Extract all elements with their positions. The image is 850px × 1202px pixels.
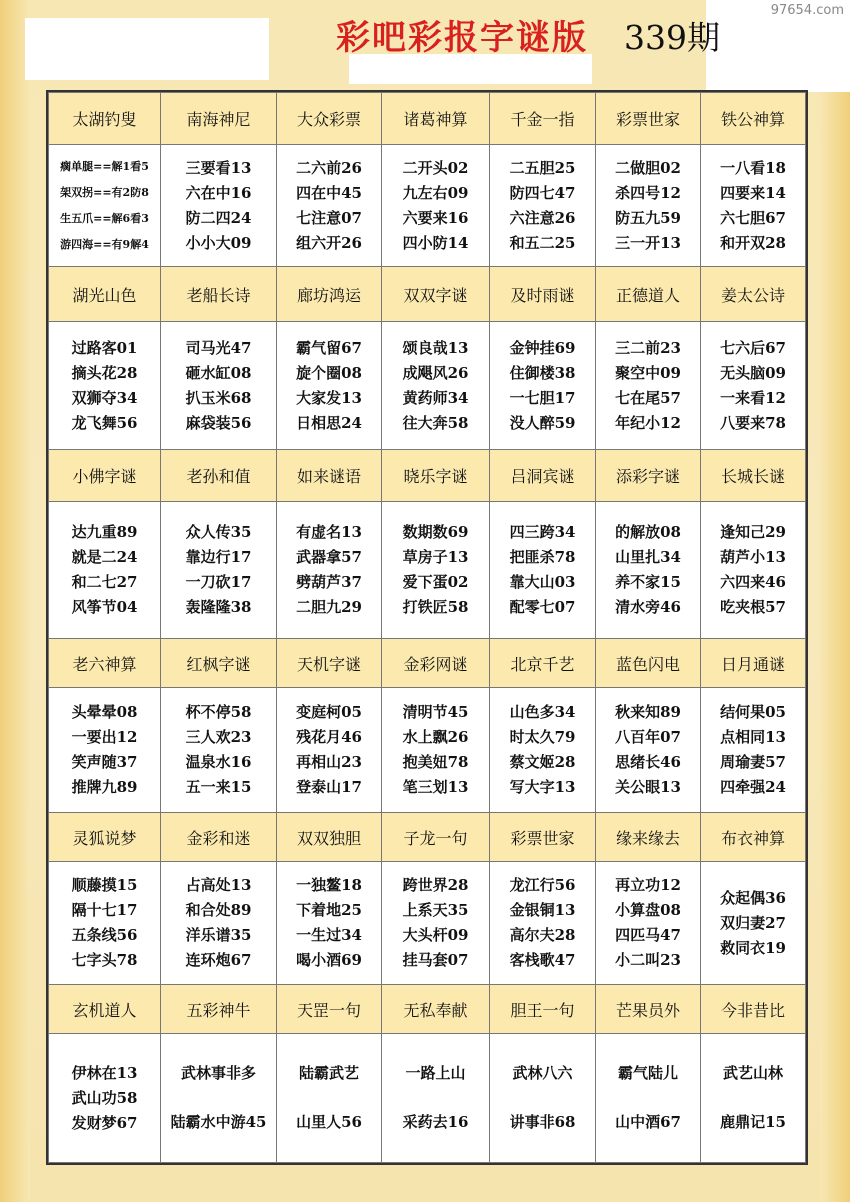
puzzle-line: 一独鳌18 (296, 876, 362, 895)
puzzle-cell (49, 862, 161, 985)
puzzle-line: 三一开13 (615, 233, 681, 252)
puzzle-line: 六七胆67 (720, 208, 786, 227)
puzzle-line: 旋个圈08 (296, 363, 362, 382)
puzzle-cell (382, 1034, 490, 1163)
column-header: 双双字谜 (382, 266, 490, 321)
content-row (49, 145, 806, 267)
puzzle-line: 山里人56 (296, 1113, 362, 1132)
column-header: 金彩和迷 (161, 812, 277, 861)
puzzle-line: 摘头花28 (71, 363, 138, 382)
puzzle-line: 山中酒67 (615, 1113, 681, 1132)
puzzle-line: 陆霸武艺 (298, 1064, 359, 1083)
puzzle-cell (490, 322, 596, 450)
puzzle-line: 瘸单腿==解1看5 (60, 159, 149, 173)
puzzle-line: 伊林在13 (71, 1063, 138, 1082)
puzzle-line: 打铁匠58 (402, 598, 469, 617)
issue-number: 339期 (624, 18, 720, 57)
column-header: 天罡一句 (277, 984, 382, 1033)
puzzle-line: 山里扎34 (615, 548, 681, 567)
puzzle-line: 双归妻27 (720, 913, 786, 932)
puzzle-line: 水上飘26 (402, 728, 469, 747)
puzzle-cell (596, 1034, 701, 1163)
puzzle-line: 靠边行17 (185, 548, 252, 567)
puzzle-line: 有虚名13 (296, 523, 362, 542)
puzzle-line: 五一来15 (185, 778, 252, 797)
column-header: 千金一指 (490, 93, 596, 145)
puzzle-line: 龙江行56 (509, 876, 576, 895)
puzzle-line: 八要来78 (720, 413, 786, 432)
spacer (382, 1086, 489, 1110)
puzzle-cell (277, 688, 382, 813)
puzzle-line: 四三跨34 (509, 523, 576, 542)
puzzle-cell (382, 688, 490, 813)
puzzle-line: 写大字13 (509, 778, 576, 797)
puzzle-line: 小算盘08 (615, 901, 681, 920)
puzzle-line: 年纪小12 (615, 413, 681, 432)
puzzle-board (46, 90, 808, 1165)
puzzle-cell (277, 145, 382, 267)
puzzle-line: 往大奔58 (402, 413, 469, 432)
puzzle-cell (161, 862, 277, 985)
puzzle-cell (49, 1034, 161, 1163)
puzzle-line: 登泰山17 (296, 778, 362, 797)
content-row (49, 688, 806, 813)
column-header: 大众彩票 (277, 93, 382, 145)
puzzle-line: 一刀砍17 (185, 573, 252, 592)
puzzle-line: 再立功12 (615, 876, 681, 895)
puzzle-line: 把匪杀78 (509, 548, 576, 567)
puzzle-line: 连环炮67 (185, 951, 252, 970)
puzzle-cell (596, 688, 701, 813)
puzzle-cell (161, 322, 277, 450)
puzzle-cell (49, 502, 161, 639)
content-row (49, 1034, 806, 1163)
puzzle-line: 武山功58 (71, 1088, 138, 1107)
puzzle-line: 三二前23 (615, 338, 681, 357)
puzzle-line: 司马光47 (185, 338, 252, 357)
puzzle-line: 没人醉59 (509, 413, 576, 432)
puzzle-line: 住御楼38 (509, 363, 576, 382)
puzzle-line: 游四海==有9解4 (60, 237, 149, 251)
puzzle-line: 的解放08 (615, 523, 681, 542)
puzzle-line: 养不家15 (615, 573, 681, 592)
puzzle-line: 陆霸水中游45 (170, 1113, 267, 1132)
puzzle-line: 就是二24 (71, 548, 138, 567)
puzzle-line: 达九重89 (71, 523, 138, 542)
puzzle-cell (701, 688, 806, 813)
puzzle-line: 二六前26 (296, 158, 362, 177)
puzzle-cell (490, 688, 596, 813)
puzzle-line: 架双拐==有2防8 (60, 185, 149, 199)
puzzle-line: 颂良哉13 (402, 338, 469, 357)
puzzle-cell (49, 322, 161, 450)
puzzle-line: 葫芦小13 (720, 548, 786, 567)
column-header: 子龙一句 (382, 812, 490, 861)
column-header: 及时雨谜 (490, 266, 596, 321)
puzzle-line: 扒玉米68 (185, 388, 252, 407)
puzzle-line: 发财梦67 (71, 1113, 138, 1132)
column-header: 正德道人 (596, 266, 701, 321)
puzzle-line: 武林事非多 (180, 1064, 256, 1083)
puzzle-line: 二开头02 (402, 158, 469, 177)
spacer (596, 1086, 700, 1110)
puzzle-line: 四匹马47 (615, 926, 681, 945)
header-row (49, 812, 806, 861)
puzzle-line: 六在中16 (185, 183, 252, 202)
column-header: 彩票世家 (596, 93, 701, 145)
column-header: 小佛字谜 (49, 449, 161, 501)
puzzle-line: 清水旁46 (615, 598, 681, 617)
puzzle-line: 二胆九29 (296, 598, 362, 617)
spacer (277, 1086, 381, 1110)
puzzle-line: 秋来知89 (615, 703, 681, 722)
puzzle-line: 六注意26 (509, 208, 576, 227)
puzzle-cell (701, 502, 806, 639)
puzzle-line: 占高处13 (185, 876, 252, 895)
column-header: 无私奉献 (382, 984, 490, 1033)
watermark: 97654.com (770, 3, 844, 18)
spacer (490, 1086, 595, 1110)
puzzle-line: 一来看12 (720, 388, 786, 407)
puzzle-line: 武艺山林 (722, 1064, 783, 1083)
puzzle-line: 一七胆17 (509, 388, 576, 407)
puzzle-cell (490, 145, 596, 267)
puzzle-line: 客栈歌47 (509, 951, 576, 970)
puzzle-cell (161, 145, 277, 267)
column-header: 蓝色闪电 (596, 639, 701, 688)
column-header: 金彩网谜 (382, 639, 490, 688)
header-row (49, 93, 806, 145)
puzzle-line: 小小大09 (185, 233, 252, 252)
puzzle-line: 一路上山 (405, 1064, 466, 1083)
puzzle-line: 七字头78 (71, 951, 138, 970)
puzzle-line: 七六后67 (720, 338, 786, 357)
puzzle-cell (490, 502, 596, 639)
blank-patch (25, 18, 269, 80)
puzzle-cell (49, 145, 161, 267)
puzzle-cell (277, 502, 382, 639)
column-header: 诸葛神算 (382, 93, 490, 145)
puzzle-cell (277, 1034, 382, 1163)
puzzle-line: 讲事非68 (509, 1113, 576, 1132)
puzzle-cell (596, 502, 701, 639)
puzzle-cell (490, 862, 596, 985)
puzzle-line: 九左右09 (402, 183, 469, 202)
puzzle-line: 思绪长46 (615, 753, 681, 772)
column-header: 灵狐说梦 (49, 812, 161, 861)
column-header: 姜太公诗 (701, 266, 806, 321)
puzzle-line: 众人传35 (185, 523, 252, 542)
puzzle-line: 生五爪==解6看3 (60, 211, 149, 225)
puzzle-line: 武林八六 (512, 1064, 573, 1083)
puzzle-line: 关公眼13 (615, 778, 681, 797)
puzzle-line: 一要出12 (71, 728, 138, 747)
puzzle-line: 七注意07 (296, 208, 362, 227)
puzzle-line: 采药去16 (402, 1113, 469, 1132)
column-header: 天机字谜 (277, 639, 382, 688)
puzzle-line: 时太久79 (509, 728, 576, 747)
puzzle-line: 六要来16 (402, 208, 469, 227)
column-header: 五彩神牛 (161, 984, 277, 1033)
puzzle-line: 防四七47 (509, 183, 576, 202)
page-title: 彩吧彩报字谜版 (336, 18, 588, 58)
puzzle-line: 上系天35 (402, 901, 469, 920)
puzzle-line: 爱下蛋02 (402, 573, 469, 592)
puzzle-line: 三要看13 (185, 158, 252, 177)
puzzle-line: 二五胆25 (509, 158, 576, 177)
puzzle-line: 高尔夫28 (509, 926, 576, 945)
background-gradient-right (820, 0, 850, 1202)
puzzle-cell (382, 145, 490, 267)
puzzle-line: 大头杆09 (402, 926, 469, 945)
puzzle-line: 配零七07 (509, 598, 576, 617)
puzzle-cell (701, 145, 806, 267)
puzzle-line: 数期数69 (402, 523, 469, 542)
puzzle-line: 麻袋装56 (185, 413, 252, 432)
puzzle-line: 周瑜妻57 (720, 753, 786, 772)
puzzle-line: 成飓风26 (402, 363, 469, 382)
puzzle-line: 三人欢23 (185, 728, 252, 747)
puzzle-line: 金银铜13 (509, 901, 576, 920)
puzzle-line: 龙飞舞56 (71, 413, 138, 432)
puzzle-line: 顺藤摸15 (71, 876, 138, 895)
puzzle-line: 温泉水16 (185, 753, 252, 772)
puzzle-line: 七在尾57 (615, 388, 681, 407)
puzzle-line: 头晕晕08 (71, 703, 138, 722)
column-header: 彩票世家 (490, 812, 596, 861)
background-gradient-left (0, 0, 30, 1202)
puzzle-line: 清明节45 (402, 703, 469, 722)
puzzle-line: 六四来46 (720, 573, 786, 592)
puzzle-cell (161, 1034, 277, 1163)
column-header: 缘来缘去 (596, 812, 701, 861)
column-header: 添彩字谜 (596, 449, 701, 501)
column-header: 湖光山色 (49, 266, 161, 321)
column-header: 廊坊鸿运 (277, 266, 382, 321)
header-row (49, 639, 806, 688)
puzzle-line: 和二七27 (71, 573, 138, 592)
puzzle-line: 杀四号12 (615, 183, 681, 202)
puzzle-cell (596, 322, 701, 450)
puzzle-line: 轰隆隆38 (185, 598, 252, 617)
header-row (49, 449, 806, 501)
puzzle-cell (161, 688, 277, 813)
puzzle-cell (161, 502, 277, 639)
puzzle-line: 结何果05 (720, 703, 786, 722)
column-header: 晓乐字谜 (382, 449, 490, 501)
puzzle-cell (277, 862, 382, 985)
puzzle-line: 防五九59 (615, 208, 681, 227)
puzzle-line: 过路客01 (71, 338, 138, 357)
column-header: 双双独胆 (277, 812, 382, 861)
puzzle-line: 小二叫23 (615, 951, 681, 970)
column-header: 南海神尼 (161, 93, 277, 145)
puzzle-line: 笑声随37 (71, 753, 138, 772)
puzzle-cell (701, 322, 806, 450)
puzzle-line: 跨世界28 (402, 876, 469, 895)
puzzle-line: 组六开26 (296, 233, 362, 252)
puzzle-cell (596, 145, 701, 267)
puzzle-line: 二做胆02 (615, 158, 681, 177)
puzzle-line: 靠大山03 (509, 573, 576, 592)
puzzle-cell (49, 688, 161, 813)
puzzle-line: 风筝节04 (71, 598, 138, 617)
puzzle-line: 变庭柯05 (296, 703, 362, 722)
puzzle-line: 防二四24 (185, 208, 252, 227)
spacer (701, 1086, 805, 1110)
puzzle-line: 山色多34 (509, 703, 576, 722)
puzzle-line: 无头脑09 (720, 363, 786, 382)
content-row (49, 322, 806, 450)
puzzle-line: 黄药师34 (402, 388, 469, 407)
puzzle-cell (382, 862, 490, 985)
puzzle-cell (701, 862, 806, 985)
column-header: 北京千艺 (490, 639, 596, 688)
puzzle-line: 武器拿57 (296, 548, 362, 567)
column-header: 如来谜语 (277, 449, 382, 501)
puzzle-line: 下着地25 (296, 901, 362, 920)
puzzle-line: 点相同13 (720, 728, 786, 747)
puzzle-line: 救同衣19 (720, 938, 786, 957)
content-row (49, 502, 806, 639)
puzzle-line: 推牌九89 (71, 778, 138, 797)
column-header: 胆王一句 (490, 984, 596, 1033)
column-header: 玄机道人 (49, 984, 161, 1033)
puzzle-line: 四在中45 (296, 183, 362, 202)
puzzle-line: 一八看18 (720, 158, 786, 177)
column-header: 老孙和值 (161, 449, 277, 501)
content-row (49, 862, 806, 985)
puzzle-cell (490, 1034, 596, 1163)
puzzle-line: 霸气陆儿 (617, 1064, 678, 1083)
column-header: 芒果员外 (596, 984, 701, 1033)
puzzle-line: 众起偶36 (720, 888, 786, 907)
puzzle-line: 砸水缸08 (185, 363, 252, 382)
puzzle-line: 喝小酒69 (296, 951, 362, 970)
puzzle-line: 隔十七17 (71, 901, 138, 920)
column-header: 老六神算 (49, 639, 161, 688)
puzzle-line: 洋乐谱35 (185, 926, 252, 945)
puzzle-line: 聚空中09 (615, 363, 681, 382)
puzzle-line: 杯不停58 (185, 703, 252, 722)
puzzle-line: 笔三划13 (402, 778, 469, 797)
puzzle-cell (701, 1034, 806, 1163)
header-row (49, 266, 806, 321)
puzzle-line: 一生过34 (296, 926, 362, 945)
puzzle-line: 四要来14 (720, 183, 786, 202)
puzzle-cell (277, 322, 382, 450)
puzzle-line: 抱美妞78 (402, 753, 469, 772)
puzzle-line: 金钟挂69 (509, 338, 576, 357)
puzzle-line: 吃夹根57 (720, 598, 786, 617)
puzzle-line: 八百年07 (615, 728, 681, 747)
puzzle-line: 五条线56 (71, 926, 138, 945)
puzzle-line: 日相思24 (296, 413, 362, 432)
column-header: 吕洞宾谜 (490, 449, 596, 501)
puzzle-line: 残花月46 (296, 728, 362, 747)
header-row (49, 984, 806, 1033)
puzzle-line: 和合处89 (185, 901, 252, 920)
puzzle-line: 再相山23 (296, 753, 362, 772)
puzzle-line: 逢知己29 (720, 523, 786, 542)
puzzle-line: 挂马套07 (402, 951, 469, 970)
puzzle-line: 大家发13 (296, 388, 362, 407)
puzzle-line: 霸气留67 (296, 338, 362, 357)
puzzle-cell (596, 862, 701, 985)
puzzle-line: 四牵强24 (720, 778, 786, 797)
puzzle-cell (382, 322, 490, 450)
spacer (161, 1086, 276, 1110)
column-header: 布衣神算 (701, 812, 806, 861)
column-header: 长城长谜 (701, 449, 806, 501)
column-header: 红枫字谜 (161, 639, 277, 688)
puzzle-line: 四小防14 (402, 233, 469, 252)
column-header: 老船长诗 (161, 266, 277, 321)
puzzle-line: 和五二25 (509, 233, 576, 252)
puzzle-line: 鹿鼎记15 (720, 1113, 786, 1132)
puzzle-table (48, 92, 806, 1163)
puzzle-line: 蔡文姬28 (509, 753, 576, 772)
column-header: 今非昔比 (701, 984, 806, 1033)
column-header: 铁公神算 (701, 93, 806, 145)
puzzle-line: 双狮夺34 (71, 388, 138, 407)
column-header: 日月通谜 (701, 639, 806, 688)
puzzle-line: 劈葫芦37 (296, 573, 362, 592)
puzzle-line: 草房子13 (402, 548, 469, 567)
column-header: 太湖钓叟 (49, 93, 161, 145)
puzzle-line: 和开双28 (720, 233, 786, 252)
puzzle-cell (382, 502, 490, 639)
